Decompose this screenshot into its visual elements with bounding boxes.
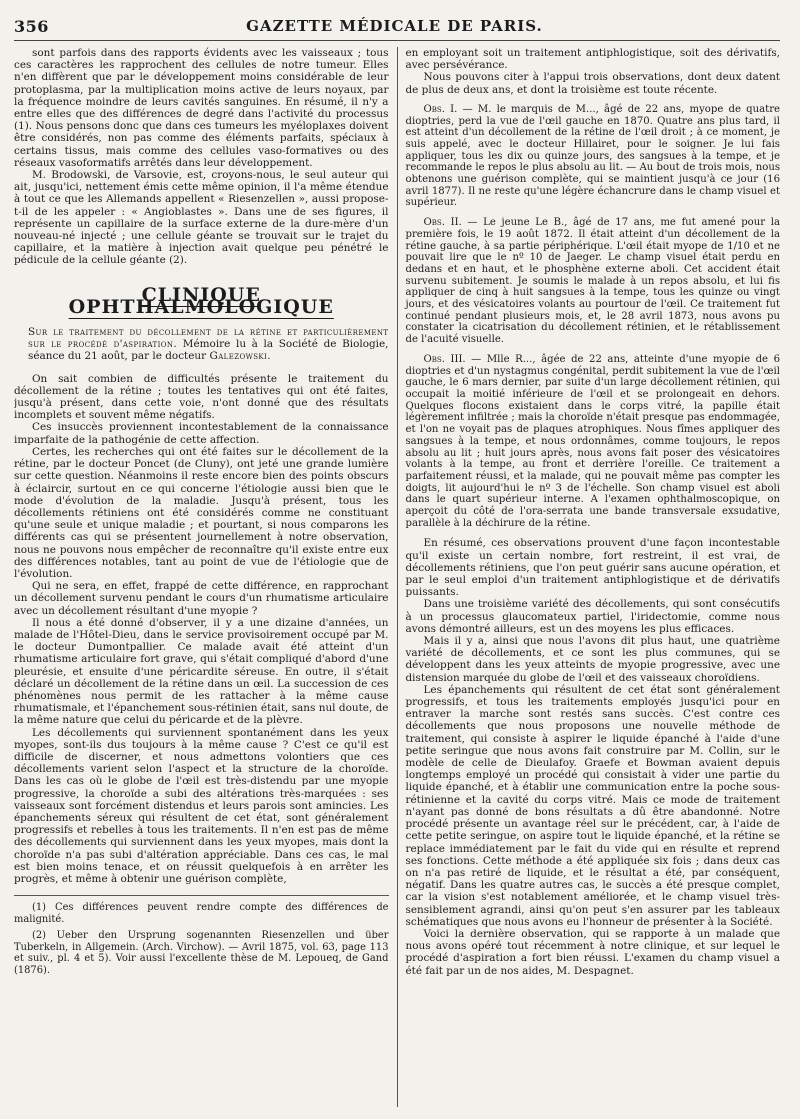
observation-text: — Le jeune Le B., âgé de 17 ans, me fut amené pour la première fois, le 19 août 1872. Il était atteint d'un décollement de la rétine gauche, à sa partie périphérique. L'œil était myope de 1/10 et ne pouvait lire que le nº 10 de Jaeger. Le champ visuel était perdu en dedans et en haut, et le phosphène externe aboli. Cet accident était survenu subitement. Je soumis le malade à un repos absolu, et lui fis appliquer de cinq à huit sangsues à la tempe, tous les quinze ou vingt jours, et des vésicatoires volants au pourtour de l'œil. Ce traitement fut continué pendant plusieurs mois, et, le 28 avril 1873, nous avons pu constater la cicatrisation du décollement rétinien, et le rétablissement de l'acuité visuelle. <box>405 217 780 346</box>
paragraph: Il nous a été donné d'observer, il y a une dizaine d'années, un malade de l'Hôtel-Dieu, dans le service provisoirement occupé par M. le docteur Dumontpallier. Ce malade avait été atteint d'un rhumatisme articulaire fort grave, qui s'était compliqué d'abord d'une pleurésie, et ensuite d'une péricardite séreuse. En outre, il s'était déclaré un décollement de la rétine dans un œil. La succession de ces phénomènes nous permit de les rattacher à la même cause rhumatismale, et l'épanchement sous-rétinien était, sans nul doute, de la même nature que celui du péricarde et de la plèvre. <box>14 616 389 727</box>
observation-label: Obs. II. <box>423 217 462 229</box>
observation-3 <box>406 354 781 530</box>
two-column-body <box>14 47 780 1107</box>
paragraph: M. Brodowski, de Varsovie, est, croyons-nous, le seul auteur qui ait, jusqu'ici, nettement émis cette même opinion, il l'a même étendue à tout ce que les Allemands appellent « Riesenzellen », aussi propose-t-il de les appeler : « Angioblastes ». Dans une de ses figures, il représente un capillaire de la surface externe de la dure-mère d'un nouveau-né injecté ; une cellule géante se trouvait sur le trajet du capillaire, et la matière à injection avait quelque peu pénétré le pédicule de la cellule géante (2). <box>14 169 389 267</box>
page-header <box>14 12 780 41</box>
paragraph: Qui ne sera, en effet, frappé de cette différence, en rapprochant un décollement survenu pendant le cours d'un rhumatisme articulaire avec un décollement résultant d'une myopie ? <box>14 580 389 617</box>
observation-text: — Mlle R..., âgée de 22 ans, atteinte d'une myopie de 6 dioptries et d'un nystagmus congénital, perdit subitement la vue de l'œil gauche, le 6 mars dernier, par suite d'un large décollement rétinien, qui occupait la moitié inférieure de l'œil et se prolongeait en dehors. Quelques flocons existaient dans le corps vitré, la papille était légèrement infiltrée ; mais la choroïde n'était presque pas endommagée, et l'on ne voyait pas de plaques atrophiques. Nous fîmes appliquer des sangsues à la tempe, et nous ordonnâmes, comme toujours, le repos absolu au lit ; huit jours après, nous avons fait poser des vésicatoires volants à la tempe, au front et derrière l'oreille. Ce traitement a parfaitement réussi, et la malade, qui ne pouvait même pas compter les doigts, lit aujourd'hui le nº 3 de l'échelle. Son champ visuel est aboli dans le quart supérieur interne. A l'examen ophthalmoscopique, on aperçoit du côté de l'ora-serrata une bande transversale exsudative, parallèle à la déchirure de la rétine. <box>405 353 780 529</box>
paragraph: Les épanchements qui résultent de cet état sont généralement progressifs, et tous les traitements employés jusqu'ici pour en entraver la marche sont restés sans succès. C'est contre ces décollements que nous proposons une nouvelle méthode de traitement, qui consiste à aspirer le liquide épanché à l'aide d'une petite seringue que nous avons fait construire par M. Collin, sur le modèle de celle de Dieulafoy. Graefe et Bowman avaient depuis longtemps employé un procédé qui consistait à vider une partie du liquide épanché, et à établir une communication entre la poche sous-rétinienne et la cavité du corps vitré. Mais ce mode de traitement n'ayant pas donné de bons résultats a dû être abandonné. Notre procédé présente un avantage réel sur le précédent, car, à l'aide de cette petite seringue, on aspire tout le liquide épanché, et la rétine se replace immédiatement par le fait du vide qui en résulte et reprend ses fonctions. Cette méthode a été appliquée six fois ; dans deux cas on n'a pas retiré de liquide, et le résultat a été, par conséquent, négatif. Dans les quatre autres cas, le succès a été presque complet, car la vision s'est notablement améliorée, et le champ visuel très-sensiblement agrandi, ainsi qu'on peut s'en assurer par les tableaux schématiques que nous avons eu l'honneur de présenter à la Société. <box>405 683 780 928</box>
section-title: CLINIQUE OPHTHALMOLOGIQUE <box>68 283 334 318</box>
left-column <box>14 47 397 1107</box>
footnote: (1) Ces différences peuvent rendre compte des différences de malignité. <box>14 902 389 925</box>
paragraph: Ces insuccès proviennent incontestablement de la connaissance imparfaite de la pathogénie de cette affection. <box>14 421 389 446</box>
subtitle-caps: Sur le traitement du décollement de la rétine et particulièrement sur le procédé d'aspiration. <box>28 326 389 351</box>
paragraph: Les décollements qui surviennent spontanément dans les yeux myopes, sont-ils dus toujours à la même cause ? C'est ce qu'il est difficile de discerner, et nous admettons volontiers que ces décollements varient selon l'aspect et la structure de la choroïde. Dans les cas où le globe de l'œil est très-distendu par une myopie progressive, la choroïde a subi des altérations très-marquées : ses vaisseaux sont forcément distendus et leurs parois sont amincies. Les épanchements séreux qui résultent de cet état, sont généralement progressifs et rebelles à tous les traitements. Il n'en est pas de même des décollements qui surviennent dans les yeux myopes, mais dont la choroïde n'a pas subi d'altération appréciable. Dans ces cas, le mal est bien moins tenace, et on réussit quelquefois à en arrêter les progrès, et même à obtenir une guérison complète, <box>14 726 389 885</box>
running-head: GAZETTE MÉDICALE DE PARIS. <box>246 17 543 35</box>
paragraph: En résumé, ces observations prouvent d'une façon incontestable qu'il existe un certain nombre, fort restreint, il est vrai, de décollements rétiniens, que l'on peut guérir sans aucune opération, et par le seul emploi d'un traitement antiphlogistique et de dérivatifs puissants. <box>405 537 780 599</box>
right-column <box>397 47 781 1107</box>
paragraph: On sait combien de difficultés présente le traitement du décollement de la rétine ; toutes les tentatives qui ont été faites, jusqu'à présent, dans cette voie, n'ont donné que des résultats incomplets et souvent même négatifs. <box>14 372 389 422</box>
paragraph: en employant soit un traitement antiphlogistique, soit des dérivatifs, avec persévérance. <box>405 47 780 72</box>
observation-text: — M. le marquis de M..., âgé de 22 ans, myope de quatre dioptries, perd la vue de l'œil gauche en 1870. Quatre ans plus tard, il est atteint d'un décollement de la rétine de l'œil droit ; à ce moment, je suis appelé, avec le docteur Hillairet, pour le soigner. Je lui fais appliquer, tous les dix ou quinze jours, des sangsues à la tempe, et je recommande le repos le plus absolu au lit. — Au bout de trois mois, nous obtenons une guérison complète, qui se maintient jusqu'à ce jour (16 avril 1877). Il ne reste qu'une légère échancrure dans le champ visuel et supérieur. <box>405 103 780 209</box>
paragraph: Certes, les recherches qui ont été faites sur le décollement de la rétine, par le docteur Poncet (de Cluny), ont jeté une grande lumière sur cette question. Néanmoins il reste encore bien des points obscurs à éclaircir, surtout en ce qui concerne l'étiologie aussi bien que le mode d'évolution de la maladie. Jusqu'à présent, tous les décollements rétiniens ont été considérés comme ne constituant qu'une seule et unique maladie ; et pourtant, si nous comparons les différents cas qui se présentent journellement à notre observation, nous ne pouvons nous empêcher de reconnaître qu'il existe entre eux des différences notables, tant au point de vue de l'étiologie que de l'évolution. <box>14 445 389 580</box>
observation-1 <box>406 104 781 209</box>
observation-label: Obs. III. <box>423 353 466 365</box>
observation-2 <box>406 217 781 346</box>
author-name: Galezowski. <box>209 350 271 363</box>
subtitle-text: Mémoire lu à la Société de Biologie, séance du 21 août, par le docteur <box>28 338 389 363</box>
page-number: 356 <box>14 16 49 36</box>
paragraph: Nous pouvons citer à l'appui trois observations, dont deux datent de plus de deux ans, et dont la troisième est toute récente. <box>405 71 780 96</box>
paragraph: Voici la dernière observation, qui se rapporte à un malade que nous avons opéré tout récemment à notre clinique, et sur lequel le procédé d'aspiration a fort bien réussi. L'examen du champ visuel a été fait par un de nos aides, M. Despagnet. <box>405 927 780 977</box>
footnotes <box>14 895 389 976</box>
article-subtitle <box>14 326 389 363</box>
observation-label: Obs. I. <box>423 103 458 115</box>
paragraph: sont parfois dans des rapports évidents avec les vaisseaux ; tous ces caractères les rapprochent des cellules de notre tumeur. Elles n'en diffèrent que par le développement moins considérable de leur protoplasma, par la multiplication moins active de leurs noyaux, par la fréquence moindre de leurs cavités sanguines. En résumé, il n'y a entre elles que des différences de degré dans l'activité du processus (1). Nous pensons donc que dans ces tumeurs les myéloplaxes doivent être considérés, non pas comme des éléments parfaits, spéciaux à certains tissus, mais comme des cellules vaso-formatives ou des réseaux vasoformatifs arrêtés dans leur développement. <box>14 47 389 169</box>
footnote: (2) Ueber den Ursprung sogenannten Riesenzellen und über Tuberkeln, in Allgemein. (Arch. Virchow). — Avril 1875, vol. 63, page 113 et suiv., pl. 4 et 5). Voir aussi l'excellente thèse de M. Lepoueq, de Gand (1876). <box>14 930 389 976</box>
paragraph: Mais il y a, ainsi que nous l'avons dit plus haut, une quatrième variété de décollements, et ce sont les plus communes, qui se développent dans les yeux atteints de myopie progressive, avec une distension marquée du globe de l'œil et des vaisseaux choroïdiens. <box>405 635 780 684</box>
paragraph: Dans une troisième variété des décollements, qui sont consécutifs à un processus glaucomateux partiel, l'iridectomie, comme nous avons démontré ailleurs, est un des moyens les plus efficaces. <box>405 598 780 635</box>
